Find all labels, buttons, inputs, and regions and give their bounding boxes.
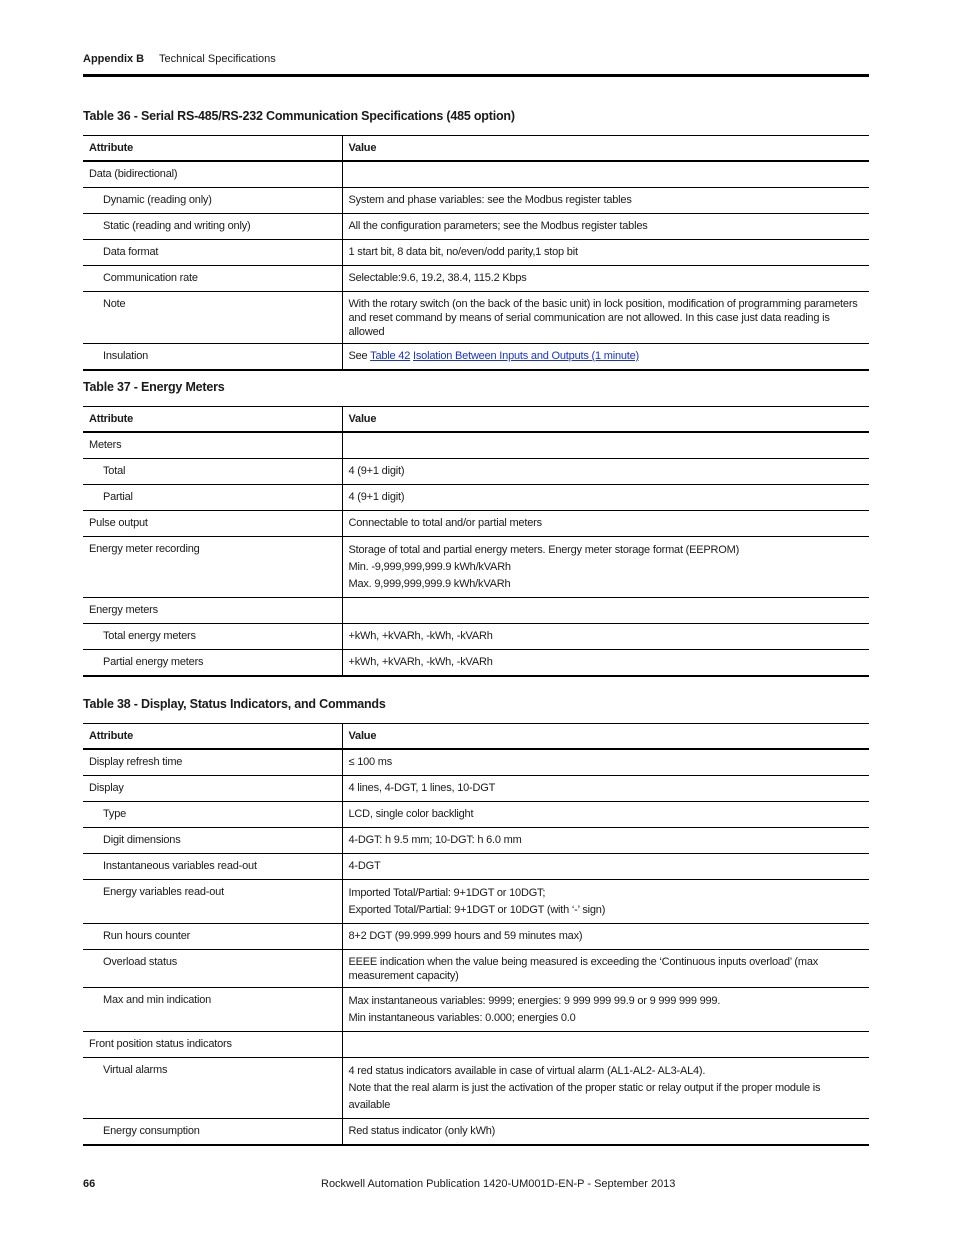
- page-number: 66: [83, 1178, 96, 1190]
- attribute-cell: Insulation: [83, 344, 342, 371]
- table38-caption: Table 38 - Display, Status Indicators, and Commands: [83, 697, 386, 711]
- header-rule: [83, 74, 869, 77]
- value-line: Min. -9,999,999,999.9 kWh/kVARh: [348, 561, 511, 573]
- attribute-cell: Static (reading and writing only): [83, 214, 342, 240]
- attribute-cell: Pulse output: [83, 511, 342, 537]
- value-cell: 4-DGT: [342, 854, 869, 880]
- table-row: [83, 624, 869, 650]
- table38: [83, 723, 869, 1146]
- value-line: 4 red status indicators available in case of virtual alarm (AL1-AL2- AL3-AL4).: [348, 1065, 706, 1077]
- value-cell: [342, 988, 869, 1032]
- table-row: [83, 1032, 869, 1058]
- value-cell: Red status indicator (only kWh): [342, 1119, 869, 1146]
- col-header-attribute: Attribute: [83, 136, 342, 162]
- col-header-value: Value: [342, 136, 869, 162]
- col-header-value: Value: [342, 407, 869, 433]
- table-row: [83, 828, 869, 854]
- value-cell: System and phase variables: see the Modbus register tables: [342, 188, 869, 214]
- value-line: Min instantaneous variables: 0.000; energies 0.0: [348, 1012, 576, 1024]
- table-row: [83, 598, 869, 624]
- attribute-cell: Partial energy meters: [83, 650, 342, 677]
- table36: [83, 135, 869, 371]
- value-cell: Selectable:9.6, 19.2, 38.4, 115.2 Kbps: [342, 266, 869, 292]
- value-cell: Connectable to total and/or partial meters: [342, 511, 869, 537]
- value-prefix: See: [348, 350, 371, 362]
- value-cell: 8+2 DGT (99.999.999 hours and 59 minutes max): [342, 924, 869, 950]
- table-row: [83, 802, 869, 828]
- attribute-cell: Display: [83, 776, 342, 802]
- page-footer: [83, 1176, 869, 1194]
- value-line: Note that the real alarm is just the activation of the proper static or relay output if the proper module is available: [348, 1082, 821, 1111]
- attribute-cell: Data format: [83, 240, 342, 266]
- table-42-link[interactable]: Table 42: [370, 350, 411, 362]
- value-cell: All the configuration parameters; see the Modbus register tables: [342, 214, 869, 240]
- attribute-cell: Max and min indication: [83, 988, 342, 1032]
- attribute-cell: Display refresh time: [83, 749, 342, 776]
- value-line: Exported Total/Partial: 9+1DGT or 10DGT (with ‘-’ sign): [348, 904, 606, 916]
- attribute-cell: Note: [83, 292, 342, 344]
- value-cell: +kWh, +kVARh, -kWh, -kVARh: [342, 650, 869, 677]
- table-row: [83, 537, 869, 598]
- table-header-row: [83, 407, 869, 433]
- table-row: [83, 880, 869, 924]
- value-line: Imported Total/Partial: 9+1DGT or 10DGT;: [348, 887, 546, 899]
- value-cell: [342, 537, 869, 598]
- table-row: [83, 459, 869, 485]
- table-row: [83, 214, 869, 240]
- col-header-value: Value: [342, 724, 869, 750]
- table37: [83, 406, 869, 677]
- attribute-cell: Meters: [83, 432, 342, 459]
- table-row: [83, 485, 869, 511]
- table-header-row: [83, 724, 869, 750]
- col-header-attribute: Attribute: [83, 407, 342, 433]
- value-cell: [342, 432, 869, 459]
- table-row: [83, 749, 869, 776]
- table-row: [83, 292, 869, 344]
- value-cell: 1 start bit, 8 data bit, no/even/odd parity,1 stop bit: [342, 240, 869, 266]
- col-header-attribute: Attribute: [83, 724, 342, 750]
- value-cell: 4 (9+1 digit): [342, 485, 869, 511]
- table-row: [83, 188, 869, 214]
- attribute-cell: Total energy meters: [83, 624, 342, 650]
- table-row: [83, 950, 869, 988]
- table-row: [83, 511, 869, 537]
- attribute-cell: Energy meter recording: [83, 537, 342, 598]
- table-row: [83, 432, 869, 459]
- table-row: [83, 1058, 869, 1119]
- publication-info: Rockwell Automation Publication 1420-UM001D-EN-P - September 2013: [321, 1178, 676, 1190]
- value-cell: 4 lines, 4-DGT, 1 lines, 10-DGT: [342, 776, 869, 802]
- value-line: Storage of total and partial energy meters. Energy meter storage format (EEPROM): [348, 544, 740, 556]
- table-row: [83, 1119, 869, 1146]
- attribute-cell: Run hours counter: [83, 924, 342, 950]
- value-cell: [342, 1032, 869, 1058]
- attribute-cell: Energy variables read-out: [83, 880, 342, 924]
- table-row: [83, 988, 869, 1032]
- appendix-label: Appendix B: [83, 53, 145, 65]
- table-row: [83, 266, 869, 292]
- isolation-link[interactable]: Isolation Between Inputs and Outputs (1 minute): [413, 350, 640, 362]
- table36-caption: Table 36 - Serial RS-485/RS-232 Communication Specifications (485 option): [83, 109, 515, 123]
- table-row: [83, 344, 869, 371]
- attribute-cell: Type: [83, 802, 342, 828]
- section-title: Technical Specifications: [159, 53, 276, 65]
- attribute-cell: Virtual alarms: [83, 1058, 342, 1119]
- attribute-cell: Data (bidirectional): [83, 161, 342, 188]
- value-cell: 4 (9+1 digit): [342, 459, 869, 485]
- value-cell: [342, 344, 869, 371]
- attribute-cell: Total: [83, 459, 342, 485]
- attribute-cell: Front position status indicators: [83, 1032, 342, 1058]
- table-header-row: [83, 136, 869, 162]
- value-cell: [342, 598, 869, 624]
- table-row: [83, 854, 869, 880]
- value-cell: LCD, single color backlight: [342, 802, 869, 828]
- table37-caption: Table 37 - Energy Meters: [83, 380, 225, 394]
- table-row: [83, 924, 869, 950]
- attribute-cell: Digit dimensions: [83, 828, 342, 854]
- attribute-cell: Energy consumption: [83, 1119, 342, 1146]
- attribute-cell: Overload status: [83, 950, 342, 988]
- attribute-cell: Dynamic (reading only): [83, 188, 342, 214]
- value-cell: ≤ 100 ms: [342, 749, 869, 776]
- value-cell: With the rotary switch (on the back of the basic unit) in lock position, modification of programming parameters and reset command by means of serial communication are not allowed. In this case just data reading is allowed: [342, 292, 869, 344]
- value-cell: +kWh, +kVARh, -kWh, -kVARh: [342, 624, 869, 650]
- table-row: [83, 240, 869, 266]
- table-row: [83, 161, 869, 188]
- attribute-cell: Energy meters: [83, 598, 342, 624]
- attribute-cell: Communication rate: [83, 266, 342, 292]
- attribute-cell: Instantaneous variables read-out: [83, 854, 342, 880]
- value-line: Max instantaneous variables: 9999; energies: 9 999 999 99.9 or 9 999 999 999.: [348, 995, 721, 1007]
- value-cell: [342, 1058, 869, 1119]
- value-cell: 4-DGT: h 9.5 mm; 10-DGT: h 6.0 mm: [342, 828, 869, 854]
- table-row: [83, 650, 869, 677]
- value-cell: [342, 161, 869, 188]
- value-cell: EEEE indication when the value being measured is exceeding the ‘Continuous inputs overload’ (max measurement capacity): [342, 950, 869, 988]
- page-header: [83, 52, 869, 78]
- value-cell: [342, 880, 869, 924]
- table-row: [83, 776, 869, 802]
- value-line: Max. 9,999,999,999.9 kWh/kVARh: [348, 578, 511, 590]
- attribute-cell: Partial: [83, 485, 342, 511]
